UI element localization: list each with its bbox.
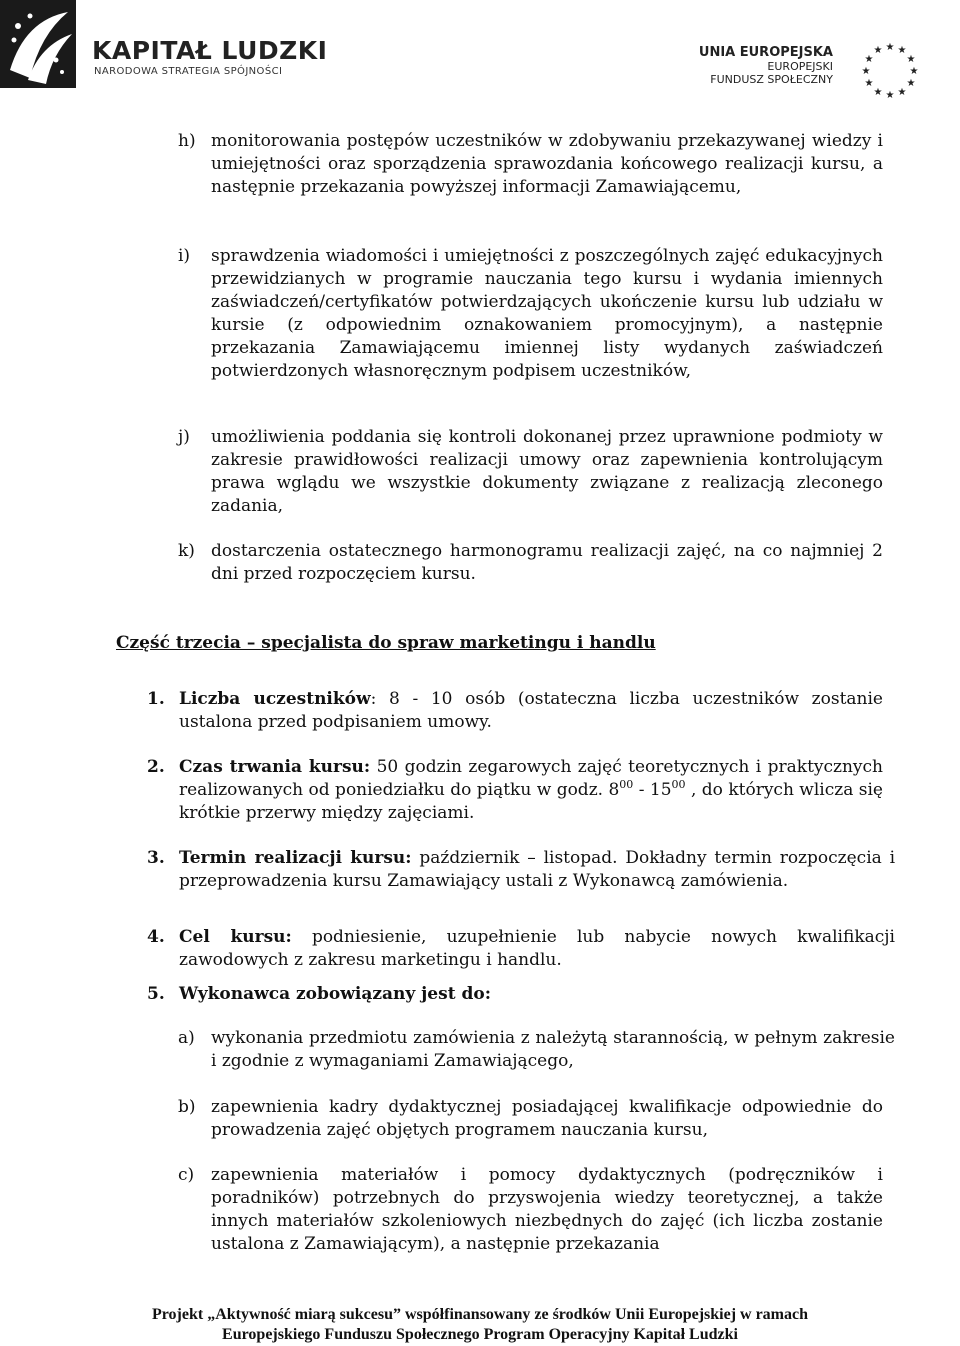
- eu-line-1: UNIA EUROPEJSKA: [698, 45, 833, 60]
- svg-text:★: ★: [873, 45, 883, 56]
- svg-text:★: ★: [873, 87, 883, 98]
- item-text: październik – listopad. Dokładny termin rozpoczęcia i przeprowadzenia kursu Zamawiający ustali z Wykonawcą zamówienia.: [179, 848, 896, 891]
- item-label: Liczba uczestników: [179, 689, 371, 709]
- svg-text:★: ★: [864, 78, 874, 89]
- item-number: 5.: [147, 984, 165, 1004]
- kapital-ludzki-emblem-icon: [0, 0, 80, 90]
- numbered-item: [179, 847, 895, 893]
- list-marker: i): [178, 246, 191, 266]
- section-heading: Część trzecia – specjalista do spraw marketingu i handlu: [116, 633, 656, 653]
- time-superscript: 00: [619, 778, 634, 791]
- item-text: - 15: [633, 780, 672, 800]
- item-number: 3.: [147, 848, 165, 868]
- list-item-text: umożliwienia poddania się kontroli dokonanej przez uprawnione podmioty w zakresie prawidłowości realizacji umowy oraz zapewnienia kontrolującym prawa wglądu we wszystkie dokumenty związane z realizacją zleconego zadania,: [211, 427, 883, 516]
- list-item-text: zapewnienia materiałów i pomocy dydaktycznych (podręczników i poradników) potrzebnych do przyswojenia wiedzy teoretycznej, a także innych materiałów szkoleniowych niezbędnych do zajęć (ich liczba zostanie ustalona z Zamawiającym), a następnie przekazania: [211, 1165, 883, 1254]
- item-label: Czas trwania kursu:: [179, 757, 371, 777]
- item-text: , do których wlicza się krótkie przerwy między zajęciami.: [179, 780, 883, 823]
- time-superscript: 00: [671, 778, 686, 791]
- svg-text:★: ★: [897, 45, 907, 56]
- numbered-item: [179, 688, 883, 734]
- list-marker: k): [178, 541, 195, 561]
- numbered-item: [179, 756, 883, 825]
- numbered-item: [179, 983, 895, 1006]
- item-text: 8 - 10 osób (ostateczna liczba uczestników zostanie ustalona przed podpisaniem umowy.: [179, 689, 883, 732]
- item-text: podniesienie, uzupełnienie lub nabycie nowych kwalifikacji zawodowych z zakresu marketingu i handlu.: [179, 927, 895, 970]
- list-marker: b): [178, 1097, 196, 1117]
- item-separator: :: [370, 689, 377, 709]
- item-number: 1.: [147, 689, 165, 709]
- list-marker: j): [178, 427, 190, 447]
- item-number: 2.: [147, 757, 165, 777]
- svg-text:★: ★: [861, 66, 871, 77]
- list-marker: a): [178, 1028, 195, 1048]
- logo-name: KAPITAŁ LUDZKI: [92, 36, 328, 65]
- list-item-text: sprawdzenia wiadomości i umiejętności z poszczególnych zajęć edukacyjnych przewidzianych w programie nauczania tego kursu i wydania imiennych zaświadczeń/certyfikatów potwierdzających ukończenie kursu lub udziału w kursie (z odpowiednim oznakowaniem promocyjnym), a następnie przekazania Zamawiającemu imiennej listy wydanych zaświadczeń potwierdzonych własnoręcznym podpisem uczestników,: [211, 246, 883, 381]
- item-label: Wykonawca zobowiązany jest do:: [179, 984, 491, 1004]
- svg-text:★: ★: [885, 42, 895, 53]
- svg-text:★: ★: [909, 66, 919, 77]
- svg-text:★: ★: [906, 78, 916, 89]
- list-item-text: monitorowania postępów uczestników w zdobywaniu przekazywanej wiedzy i umiejętności oraz sporządzenia sprawozdania końcowego realizacji kursu, a następnie przekazania powyższej informacji Zamawiającemu,: [211, 131, 883, 197]
- item-number: 4.: [147, 927, 165, 947]
- logo-subtitle: NARODOWA STRATEGIA SPÓJNOŚCI: [94, 66, 283, 77]
- eu-stars-icon: [860, 40, 920, 100]
- item-label: Cel kursu:: [179, 927, 292, 947]
- eu-line-2: EUROPEJSKI: [767, 60, 833, 73]
- svg-text:★: ★: [864, 54, 874, 65]
- kapital-ludzki-logo: [0, 0, 328, 110]
- footer-line-1: Projekt „Aktywność miarą sukcesu” współfinansowany ze środków Unii Europejskiej w ramach: [151, 1306, 809, 1323]
- list-item-text: zapewnienia kadry dydaktycznej posiadającej kwalifikacje odpowiednie do prowadzenia zajęć objętych programem nauczania kursu,: [211, 1097, 883, 1140]
- list-item-text: wykonania przedmiotu zamówienia z należytą starannością, w pełnym zakresie i zgodnie z wymaganiami Zamawiającego,: [211, 1028, 895, 1071]
- svg-text:★: ★: [906, 54, 916, 65]
- eu-line-3: FUNDUSZ SPOŁECZNY: [710, 73, 833, 86]
- list-marker: h): [178, 131, 196, 151]
- svg-text:★: ★: [897, 87, 907, 98]
- item-label: Termin realizacji kursu:: [179, 848, 412, 868]
- numbered-item: [179, 926, 895, 972]
- list-item-text: dostarczenia ostatecznego harmonogramu realizacji zajęć, na co najmniej 2 dni przed rozpoczęciem kursu.: [211, 541, 883, 584]
- eu-logo: [680, 40, 945, 100]
- list-marker: c): [178, 1165, 195, 1185]
- item-text: 50 godzin zegarowych zajęć teoretycznych i praktycznych realizowanych od poniedziałku do piątku w godz. 8: [179, 757, 883, 800]
- svg-text:★: ★: [885, 90, 895, 100]
- footer-line-2: Europejskiego Funduszu Społecznego Program Operacyjny Kapitał Ludzki: [222, 1326, 738, 1343]
